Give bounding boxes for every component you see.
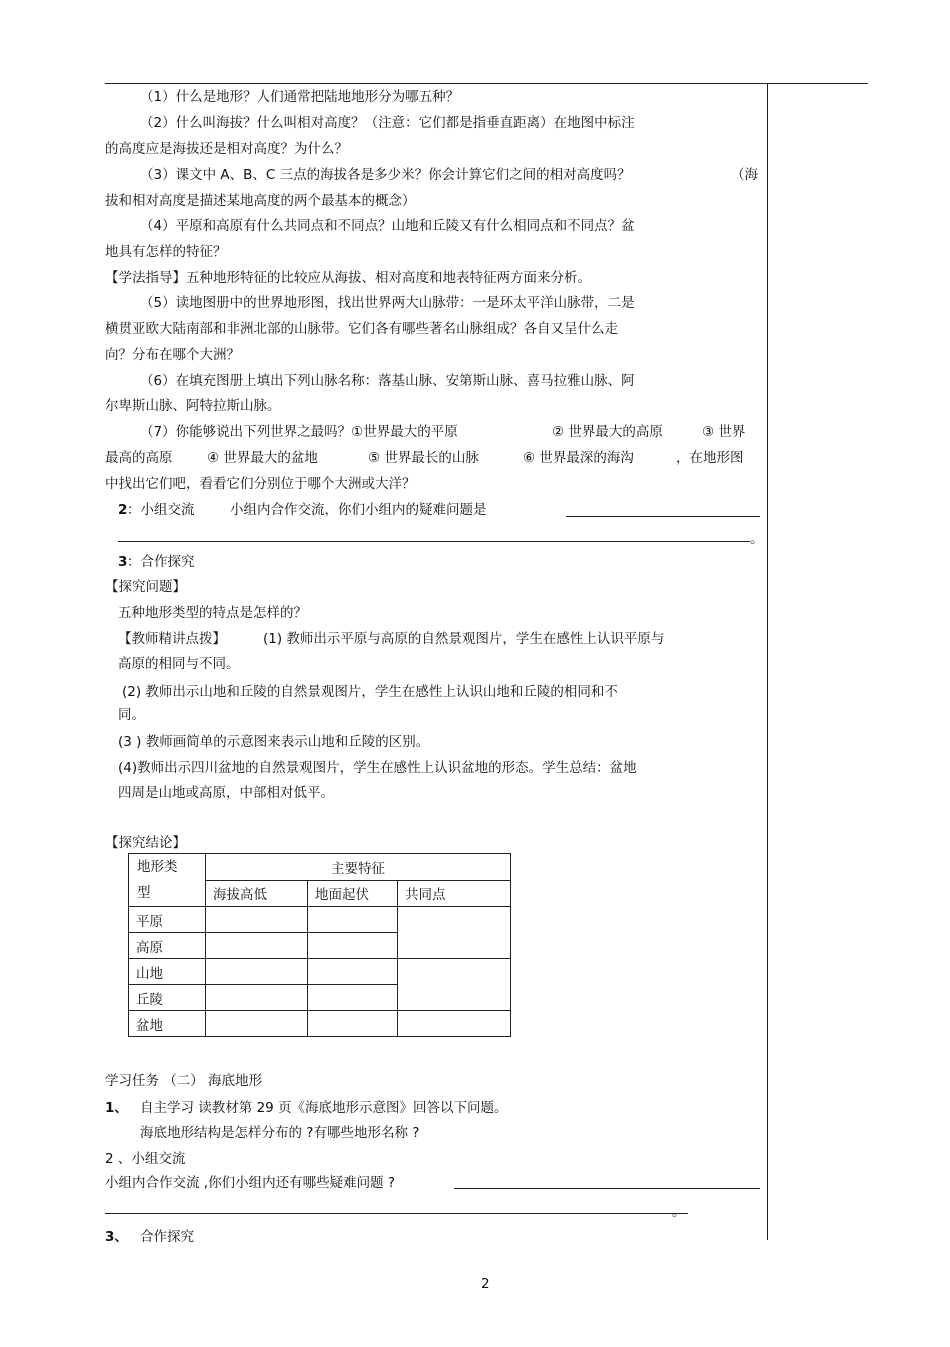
question-6-line-1: （6）在填充图册上填出下列山脉名称：落基山脉、安第斯山脉、喜马拉雅山脉、阿 bbox=[140, 373, 635, 389]
question-7-part-4: 最高的高原 bbox=[105, 450, 173, 466]
right-margin-rule bbox=[767, 83, 768, 1240]
teacher-point-2-line-2: 同。 bbox=[118, 707, 145, 723]
teacher-point-1-line-1: (1) 教师出示平原与高原的自然景观图片，学生在感性上认识平原与 bbox=[263, 631, 665, 647]
question-7-part-2: ② 世界最大的高原 bbox=[552, 424, 663, 440]
table-cell[interactable] bbox=[308, 933, 398, 959]
table-cell[interactable] bbox=[308, 907, 398, 933]
row-label: 盆地 bbox=[129, 1011, 206, 1037]
section-3-title: ：合作探究 bbox=[127, 554, 195, 570]
task-2-step-3-number: 3、 bbox=[105, 1229, 128, 1245]
question-7-part-6: ⑤ 世界最长的山脉 bbox=[368, 450, 479, 466]
task-2-step-1-question: 海底地形结构是怎样分布的 ?有哪些地形名称 ? bbox=[140, 1125, 420, 1141]
table-cell[interactable] bbox=[398, 1011, 511, 1037]
question-7-part-9: 中找出它们吧，看看它们分别位于哪个大洲或大洋？ bbox=[105, 476, 416, 492]
row-label: 山地 bbox=[129, 959, 206, 985]
teacher-point-2-line-1: (2) 教师出示山地和丘陵的自然景观图片，学生在感性上认识山地和丘陵的相同和不 bbox=[122, 684, 618, 700]
section-2-title: ：小组交流 bbox=[127, 502, 195, 518]
section-3-number: 3 bbox=[118, 554, 128, 570]
question-6-line-2: 尔卑斯山脉、阿特拉斯山脉。 bbox=[105, 398, 281, 414]
common-cell-mountain-hill[interactable] bbox=[398, 959, 511, 1011]
table-cell[interactable] bbox=[206, 933, 308, 959]
header-terrain-type bbox=[129, 854, 206, 907]
common-cell-plain-plateau[interactable] bbox=[398, 907, 511, 959]
page-number: 2 bbox=[481, 1276, 490, 1292]
table-cell[interactable] bbox=[308, 1011, 398, 1037]
task-2-step-2: 2 、小组交流 bbox=[105, 1151, 186, 1167]
method-tip: 【学法指导】五种地形特征的比较应从海拔、相对高度和地表特征两方面来分析。 bbox=[105, 270, 591, 286]
top-rule bbox=[105, 83, 868, 84]
explore-question: 五种地形类型的特点是怎样的？ bbox=[118, 605, 307, 621]
task-2-answer-line-2[interactable] bbox=[105, 1213, 688, 1214]
header-terrain-type-line-2: 型 bbox=[137, 885, 151, 901]
question-7-part-1: （7）你能够说出下列世界之最吗？①世界最大的平原 bbox=[140, 424, 458, 440]
task-2-title: 学习任务 （二） 海底地形 bbox=[105, 1073, 263, 1089]
task-2-step-1-text: 自主学习 读教材第 29 页《海底地形示意图》回答以下问题。 bbox=[140, 1100, 508, 1116]
table-cell[interactable] bbox=[308, 959, 398, 985]
answer-line-1[interactable] bbox=[566, 516, 760, 517]
task-2-answer-line-1[interactable] bbox=[454, 1188, 760, 1189]
task-2-step-2-text: 小组内合作交流 ,你们小组内还有哪些疑难问题 ? bbox=[105, 1175, 396, 1191]
question-3-line-1: （3）课文中 A、B、C 三点的海拔各是多少米？你会计算它们之间的相对高度吗？ bbox=[140, 167, 631, 183]
table-cell[interactable] bbox=[308, 985, 398, 1011]
task-2-step-3-text: 合作探究 bbox=[140, 1229, 194, 1245]
explore-question-heading: 【探究问题】 bbox=[105, 579, 186, 595]
section-2-text: 小组内合作交流，你们小组内的疑难问题是 bbox=[230, 502, 487, 518]
table-cell[interactable] bbox=[206, 907, 308, 933]
row-label: 平原 bbox=[129, 907, 206, 933]
header-relief: 地面起伏 bbox=[308, 880, 398, 907]
header-altitude: 海拔高低 bbox=[206, 880, 308, 907]
task-2-step-1-number: 1、 bbox=[105, 1100, 128, 1116]
teacher-point-4-line-2: 四周是山地或高原，中部相对低平。 bbox=[118, 785, 334, 801]
conclusion-table bbox=[128, 853, 511, 1037]
question-7-part-5: ④ 世界最大的盆地 bbox=[207, 450, 318, 466]
answer-line-2-period: 。 bbox=[750, 531, 764, 547]
table-cell[interactable] bbox=[206, 959, 308, 985]
question-4-line-1: （4）平原和高原有什么共同点和不同点？山地和丘陵又有什么相同点和不同点？盆 bbox=[140, 218, 635, 234]
teacher-point-3: (3 ) 教师画简单的示意图来表示山地和丘陵的区别。 bbox=[118, 734, 430, 750]
table-cell[interactable] bbox=[206, 985, 308, 1011]
question-5-line-1: （5）读地图册中的世界地形图，找出世界两大山脉带：一是环太平洋山脉带，二是 bbox=[140, 295, 635, 311]
question-3-line-1-tail: （海 bbox=[731, 167, 758, 183]
question-5-line-2: 横贯亚欧大陆南部和非洲北部的山脉带。它们各有哪些著名山脉组成？各自又呈什么走 bbox=[105, 321, 618, 337]
question-3-line-2: 拔和相对高度是描述某地高度的两个最基本的概念） bbox=[105, 193, 416, 209]
question-5-line-3: 向？分布在哪个大洲？ bbox=[105, 347, 240, 363]
teacher-point-1-line-2: 高原的相同与不同。 bbox=[118, 656, 240, 672]
question-7-part-7: ⑥ 世界最深的海沟 bbox=[523, 450, 634, 466]
question-1: （1）什么是地形？人们通常把陆地地形分为哪五种？ bbox=[140, 89, 460, 105]
question-4-line-2: 地具有怎样的特征？ bbox=[105, 244, 227, 260]
question-7-part-8: ，在地形图 bbox=[676, 450, 744, 466]
teacher-point-4-line-1: (4)教师出示四川盆地的自然景观图片，学生在感性上认识盆地的形态。学生总结：盆地 bbox=[118, 760, 637, 776]
header-main-features: 主要特征 bbox=[206, 854, 511, 881]
question-7-part-3: ③ 世界 bbox=[702, 424, 746, 440]
header-terrain-type-line-1: 地形类 bbox=[137, 859, 178, 875]
question-2-line-2: 的高度应是海拔还是相对高度？为什么？ bbox=[105, 141, 348, 157]
row-label: 高原 bbox=[129, 933, 206, 959]
row-label: 丘陵 bbox=[129, 985, 206, 1011]
table-cell[interactable] bbox=[206, 1011, 308, 1037]
conclusion-heading: 【探究结论】 bbox=[105, 835, 186, 851]
section-2-number: 2 bbox=[118, 502, 128, 518]
question-2-line-1: （2）什么叫海拔？什么叫相对高度？（注意：它们都是指垂直距离）在地图中标注 bbox=[140, 115, 635, 131]
task-2-answer-line-2-period: 。 bbox=[672, 1204, 686, 1220]
answer-line-2[interactable] bbox=[118, 541, 750, 542]
header-common: 共同点 bbox=[398, 880, 511, 907]
teacher-heading: 【教师精讲点拨】 bbox=[118, 631, 226, 647]
